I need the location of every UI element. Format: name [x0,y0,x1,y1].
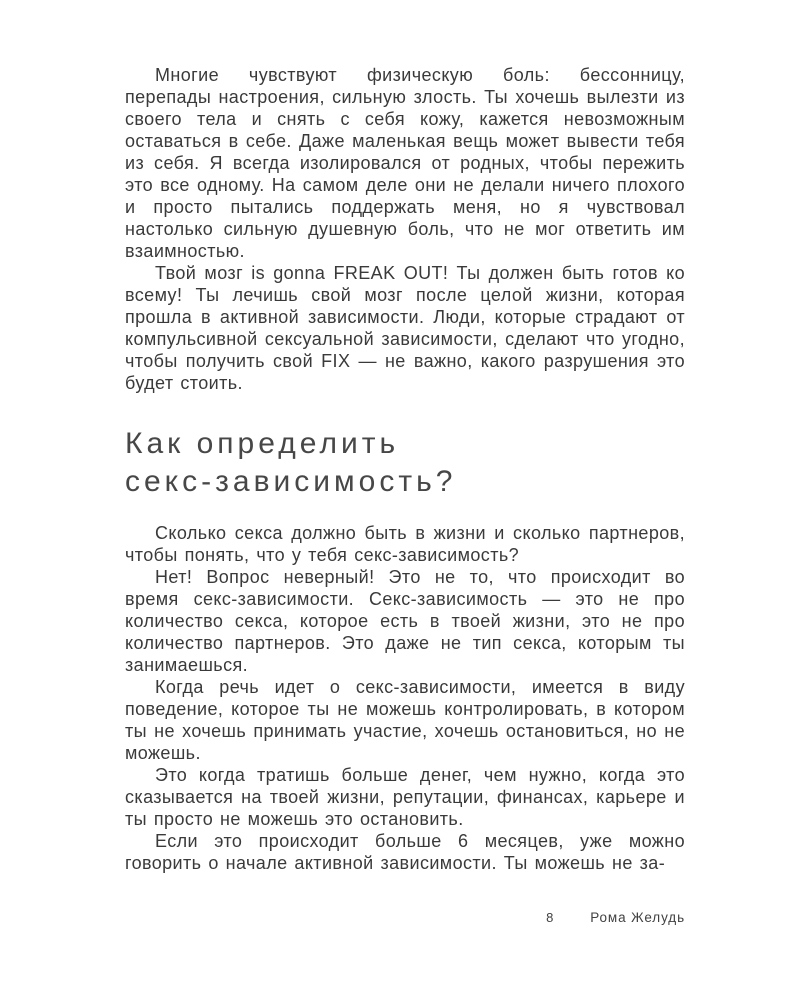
body-paragraph: Это когда тратишь больше денег, чем нужно, когда это сказывается на твоей жизни, репутации, финансах, карьере и ты просто не можешь это остановить. [125,765,685,829]
body-paragraph: Нет! Вопрос неверный! Это не то, что происходит во время секс-зависимости. Секс-зависимость — это не про количество секса, которое есть в твоей жизни, это не про количество партнеров. Это даже не тип секса, которым ты занимаешься. [125,567,685,675]
body-paragraph: Если это происходит больше 6 месяцев, уже можно говорить о начале активной зависимости. Ты можешь не за- [125,831,685,873]
chapter-heading-line-2: секс-зависимость? [125,465,457,498]
footer-author: Рома Желудь [590,910,685,925]
body-paragraph: Когда речь идет о секс-зависимости, имеется в виду поведение, которое ты не можешь контролировать, в котором ты не хочешь принимать участие, хочешь остановиться, но не можешь. [125,677,685,763]
page-footer [125,910,685,925]
chapter-heading-line-1: Как определить [125,427,400,460]
chapter-heading [125,425,685,501]
body-paragraph: Многие чувствуют физическую боль: бессонницу, перепады настроения, сильную злость. Ты хочешь вылезти из своего тела и снять с себя кожу, кажется невозможным оставаться в себе. Даже маленькая вещь может вывести тебя из себя. Я всегда изолировался от родных, чтобы пережить это все одному. На самом деле они не делали ничего плохого и просто пытались поддержать меня, но я чувствовал настолько сильную душевную боль, что не мог ответить им взаимностью. [125,65,685,261]
page-number: 8 [546,910,555,925]
page-content [125,64,685,874]
body-paragraph: Сколько секса должно быть в жизни и сколько партнеров, чтобы понять, что у тебя секс-зависимость? [125,523,685,565]
body-paragraph: Твой мозг is gonna FREAK OUT! Ты должен быть готов ко всему! Ты лечишь свой мозг после целой жизни, которая прошла в активной зависимости. Люди, которые страдают от компульсивной сексуальной зависимости, сделают что угодно, чтобы получить свой FIX — не важно, какого разрушения это будет стоить. [125,263,685,393]
